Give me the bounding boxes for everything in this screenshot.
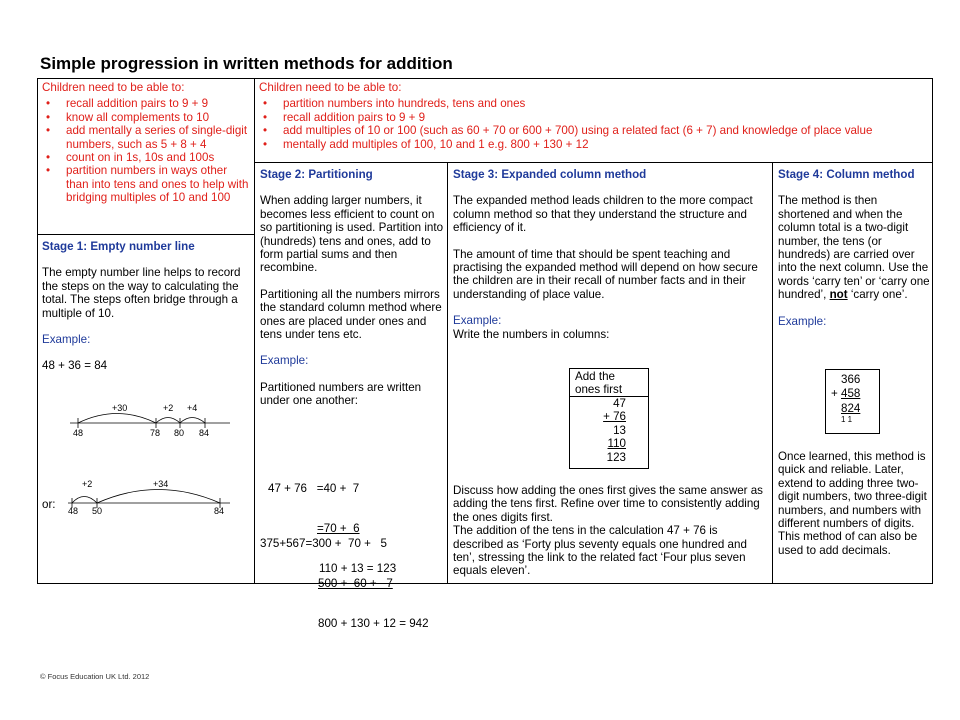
sum-plus: + [831,387,838,400]
col1-prereq-heading: Children need to be able to: [42,81,185,94]
stage3-heading: Stage 3: Expanded column method [453,168,647,181]
calc2-b: 500 + 60 + 7 [318,577,393,591]
stage4-text2-cell [778,450,930,580]
stage3-discussion [453,484,769,580]
stage4-text1a: The method is then shortened and when the column total is a two-digit number, the tens (or hundreds) are carried over into the next column. Use the words ‘carry ten’ or ‘carry one hundred’, [778,194,930,302]
nl2-jump1: +2 [82,479,93,489]
nl1-jump3: +4 [187,403,198,413]
col2-prereq-heading: Children need to be able to: [259,81,402,94]
number-line-2 [50,478,250,523]
calc1-b: =70 + 6 [317,522,360,536]
col1-prereq-item: • know all complements to 10 [42,111,252,124]
stage3-text4: Discuss how adding the ones first gives the same answer as adding the tens first. Refine over time to consistently adding the ones digits first. [453,484,763,524]
stage3-text5: The addition of the tens in the calculation 47 + 76 is described as ‘Forty plus seventy equals one hundred and ten’, stressing the link to the related fact ‘Four plus seven equals eleven’. [453,524,747,578]
box-row: + 76 [603,410,626,424]
calc2-c: 800 + 130 + 12 = 942 [318,617,429,631]
sum-mid: 458 [841,387,861,400]
stage1-heading: Stage 1: Empty number line [42,240,195,253]
stage2-text3: Partitioned numbers are written under one another: [260,380,422,408]
stage4-not: not [829,288,848,302]
nl2-n3: 84 [214,506,225,516]
col2-prereq [259,81,929,161]
col2-prereq-item: • recall addition pairs to 9 + 9 [259,111,929,124]
nl1-n2: 78 [150,428,161,438]
stage1-example-label: Example: [42,333,91,347]
nl2-jump2: +34 [153,479,169,489]
stage3-example-label: Example: [453,314,502,328]
nl1-jump2: +2 [163,403,174,413]
nl2-n2: 50 [92,506,103,516]
column-method-box [825,369,880,434]
col1-prereq [42,81,252,233]
stage3-text2: The amount of time that should be spent teaching and practising the expanded method will depend on how secure the children are in their recall of number facts and in their understanding of place value. [453,247,758,301]
stage2-example-label: Example: [260,354,309,368]
col1-prereq-item: • partition numbers in ways other than into tens and ones to help with bridging multiples of 10 and 100 [42,164,252,204]
stage3-cell [453,168,769,358]
stage1-or-label: or: [42,498,56,511]
stage2-text2: Partitioning all the numbers mirrors the standard column method where ones are placed under ones and tens under tens etc. [260,287,442,342]
number-line-1 [50,398,250,448]
stage2-heading: Stage 2: Partitioning [260,168,373,181]
col1-prereq-item: • recall addition pairs to 9 + 9 [42,97,252,110]
sum-top: 366 [841,373,861,386]
stage2-text1: When adding larger numbers, it becomes less efficient to count on so partitioning is used. Partition into (hundreds) tens and ones, add to form partial sums and then recombine. [260,194,444,275]
expanded-column-box [569,368,649,469]
page-title: Simple progression in written methods for addition [40,54,453,73]
box-row: 47 [613,397,626,410]
col1-prereq-item: • add mentally a series of single-digit numbers, such as 5 + 8 + 4 [42,124,252,151]
col2-prereq-item: • add multiples of 10 or 100 (such as 60 + 70 or 600 + 700) using a related fact (6 + 7) and knowledge of place value [259,124,929,137]
sum-carries: 1 1 [841,415,853,424]
col2-prereq-item: • mentally add multiples of 100, 10 and 1 e.g. 800 + 130 + 12 [259,138,929,151]
calc1-left: 47 + 76 [268,481,308,495]
stage4-example-label: Example: [778,314,827,328]
nl2-n1: 48 [68,506,79,516]
stage4-cell [778,168,930,368]
copyright-footer: © Focus Education UK Ltd. 2012 [40,672,150,681]
box-row: 123 [606,450,626,464]
stage4-text1b: ‘carry one’. [850,288,908,302]
calc2-a: 375+567=300 + 70 + 5 [260,536,388,550]
nl1-n3: 80 [174,428,185,438]
calc1-c: 110 + 13 = 123 [319,562,397,576]
box-row: 110 [607,437,626,451]
stage4-heading: Stage 4: Column method [778,168,915,181]
stage3-text1: The expanded method leads children to the more compact column method so that they understand the structure and efficiency of it. [453,194,753,235]
stage1-text: The empty number line helps to record the steps on the way to calculating the total. The steps often bridge through a multiple of 10. [42,266,241,320]
nl1-n4: 84 [199,428,210,438]
col2-prereq-item: • partition numbers into hundreds, tens and ones [259,97,929,110]
sum-result: 824 [841,402,861,415]
stage3-text3: Write the numbers in columns: [453,327,610,341]
stage4-text2: Once learned, this method is quick and reliable. Later, extend to adding three two-digit numbers, two three-digit numbers, and numbers with different numbers of digits. This method of can also be used to add decimals. [778,450,927,557]
stage1-sum: 48 + 36 = 84 [42,359,108,373]
box-row: 13 [613,423,626,437]
col1-prereq-item: • count on in 1s, 10s and 100s [42,151,252,164]
calc1-right: =40 + 7 [316,481,360,495]
nl1-jump1: +30 [112,403,128,413]
nl1-n1: 48 [73,428,84,438]
box-header: Add the ones first [570,369,648,397]
